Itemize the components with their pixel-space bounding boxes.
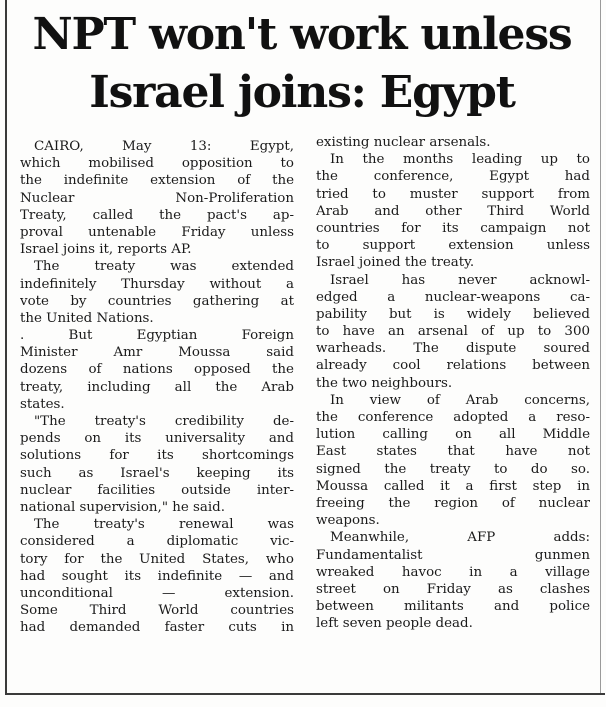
article-text-line: wreaked havoc in a village bbox=[316, 564, 590, 580]
article-text-line: lution calling on all Middle bbox=[316, 427, 590, 443]
article-text-line: Nuclear Non-Proliferation bbox=[20, 190, 294, 206]
article-text-line: treaty, including all the Arab bbox=[20, 379, 294, 395]
article-text-line: vote by countries gathering at bbox=[20, 293, 294, 309]
headline-line-1: NPT won't work unless bbox=[32, 9, 572, 60]
article-text-line: freeing the region of nuclear bbox=[316, 495, 590, 511]
article-text-line: proval untenable Friday unless bbox=[20, 224, 294, 240]
left-border-rule bbox=[5, 0, 7, 695]
article-text-line: Israel joined the treaty. bbox=[316, 255, 475, 271]
article-text-line: warheads. The dispute soured bbox=[316, 341, 590, 357]
article-text-line: Israel has never acknowl- bbox=[330, 272, 590, 288]
article-text-line: Treaty, called the pact's ap- bbox=[20, 207, 294, 223]
article-text-line: countries for its campaign not bbox=[316, 220, 590, 236]
article-text-line: nuclear facilities outside inter- bbox=[20, 482, 294, 498]
article-text-line: to have an arsenal of up to 300 bbox=[316, 324, 590, 340]
article-text-line: Some Third World countries bbox=[20, 603, 294, 619]
article-text-line: such as Israel's keeping its bbox=[20, 465, 294, 481]
article-text-line: pability but is widely believed bbox=[316, 306, 590, 322]
article-text-line: to support extension unless bbox=[316, 238, 590, 254]
article-text-line: pends on its universality and bbox=[20, 431, 294, 447]
article-text-line: Arab and other Third World bbox=[316, 203, 590, 219]
article-text-line: considered a diplomatic vic- bbox=[20, 534, 294, 550]
article-text-line: unconditional — extension. bbox=[20, 585, 294, 601]
article-text-line: the conference, Egypt had bbox=[316, 169, 590, 185]
article-text-line: street on Friday as clashes bbox=[316, 581, 590, 597]
right-border-rule bbox=[600, 0, 601, 695]
article-text-line: CAIRO, May 13: Egypt, bbox=[34, 139, 294, 154]
article-text-line: the United Nations. bbox=[20, 310, 154, 326]
article-text-line: Meanwhile, AFP adds: bbox=[330, 530, 590, 546]
article-text-line: solutions for its shortcomings bbox=[20, 448, 294, 464]
article-text-line: edged a nuclear-weapons ca- bbox=[316, 289, 590, 305]
article-text-line: weapons. bbox=[316, 513, 380, 529]
article-text-line: existing nuclear arsenals. bbox=[316, 135, 491, 150]
article-text-line: had sought its indefinite — and bbox=[20, 568, 294, 584]
article-text-line: The treaty was extended bbox=[34, 259, 294, 275]
article-text-line: dozens of nations opposed the bbox=[20, 362, 294, 378]
article-text-line: the indefinite extension of the bbox=[20, 173, 294, 189]
article-text-line: indefinitely Thursday without a bbox=[20, 276, 294, 292]
article-text-line: In view of Arab concerns, bbox=[330, 392, 590, 408]
article-text-line: The treaty's renewal was bbox=[34, 517, 294, 533]
article-text-line: the conference adopted a reso- bbox=[316, 410, 590, 425]
headline bbox=[12, 6, 592, 122]
article-text-line: . But Egyptian Foreign bbox=[20, 328, 294, 344]
article-text-line: tried to muster support from bbox=[316, 186, 590, 202]
body-column-right bbox=[316, 134, 590, 632]
article-text-line: Israel joins it, reports AP. bbox=[20, 242, 192, 258]
article-text-line: signed the treaty to do so. bbox=[316, 461, 590, 477]
headline-line-2: Israel joins: Egypt bbox=[89, 67, 515, 118]
article-text-line: already cool relations between bbox=[316, 358, 590, 374]
article-text-line: between militants and police bbox=[316, 599, 590, 615]
article-text-line: left seven people dead. bbox=[316, 616, 473, 632]
article-text-line: the two neighbours. bbox=[316, 375, 453, 391]
article-text-line: Fundamentalist gunmen bbox=[316, 547, 590, 563]
body-column-left bbox=[20, 138, 294, 636]
article-text-line: which mobilised opposition to bbox=[20, 156, 294, 172]
article-text-line: Moussa called it a first step in bbox=[316, 478, 590, 494]
article-text-line: states. bbox=[20, 396, 65, 412]
article-text-line: had demanded faster cuts in bbox=[20, 620, 294, 636]
article-text-line: East states that have not bbox=[316, 444, 590, 460]
article-text-line: tory for the United States, who bbox=[20, 551, 294, 567]
article-text-line: national supervision," he said. bbox=[20, 499, 226, 515]
article-text-line: In the months leading up to bbox=[330, 152, 590, 168]
article-text-line: Minister Amr Moussa said bbox=[20, 345, 294, 361]
article-text-line: "The treaty's credibility de- bbox=[34, 414, 294, 429]
bottom-border-rule bbox=[5, 693, 605, 695]
